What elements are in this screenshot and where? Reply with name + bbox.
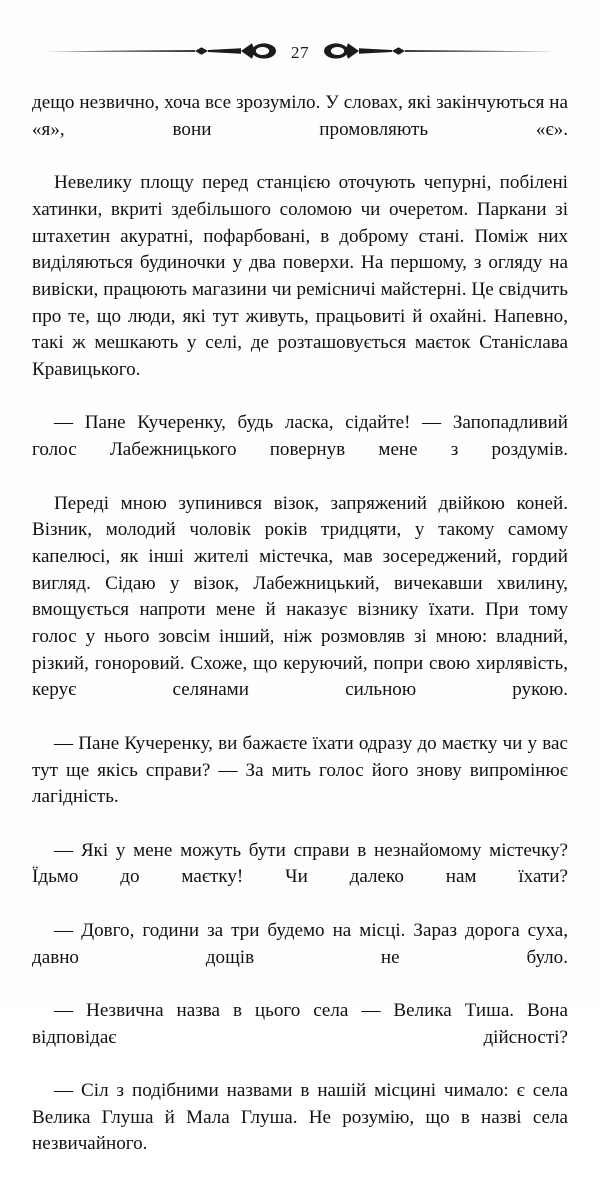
running-head [0,34,600,68]
body-text-block [32,90,568,1185]
paragraph-dialogue-1: — Пане Кучеренку, будь ласка, сідайте! — Запопадливий голос Лабежницького повернув мене з роздумів. [32,412,568,461]
diamond-arrow-rule-left-icon [45,38,277,64]
paragraph-dialogue-3: — Які у мене можуть бути справи в незнайомому містечку? Їдьмо до маєтку! Чи далеко нам їхати? [32,839,568,888]
page-number: 27 [291,42,309,62]
diamond-arrow-rule-right-icon [323,38,555,64]
paragraph-square: Невелику площу перед станцією оточують чепурні, побілені хатинки, вкриті здебільшого соломою чи очеретом. Паркани зі штахетин акуратні, пофарбовані, в доброму стані. Поміж них виділяються будиночки у два поверхи. На першому, з огляду на вивіски, працюють магазини чи ремісничі майстерні. Це свідчить про те, що люди, які тут живуть, працьовиті й охайні. Напевно, такі ж мешкають у селі, де розташовується маєток Станіслава Кравицького. [32,172,568,381]
paragraph-dialogue-2: — Пане Кучеренку, ви бажаєте їхати одразу до маєтку чи у вас тут ще якісь справи? — За мить голос його знову випромінює лагідність. [32,732,568,808]
paragraph-cart: Переді мною зупинився візок, запряжений двійкою коней. Візник, молодий чоловік років тридцяти, у такому самому капелюсі, як інші жителі містечка, мав зосереджений, гордий вигляд. Сідаю у візок, Лабежницький, вичекавши хвилину, вмощується напроти мене й наказує візнику їхати. При тому голос у нього зовсім інший, ніж розмовляв зі мною: владний, різкий, гоноровий. Схоже, що керуючий, попри свою хирлявість, керує селянами сильною рукою. [32,492,568,701]
paragraph-continued: дещо незвично, хоча все зрозуміло. У словах, які закінчуються на «я», вони промовляють «є». [32,92,568,140]
paragraph-dialogue-5: — Незвична назва в цього села — Велика Тиша. Вона відповідає дійсності? [32,999,568,1048]
paragraph-dialogue-4: — Довго, години за три будемо на місці. Зараз дорога суха, давно дощів не було. [32,919,568,968]
paragraph-dialogue-6: — Сіл з подібними назвами в нашій місцині чимало: є села Велика Глуша й Мала Глуша. Не розумію, що в назві села незвичайного. [32,1080,568,1155]
